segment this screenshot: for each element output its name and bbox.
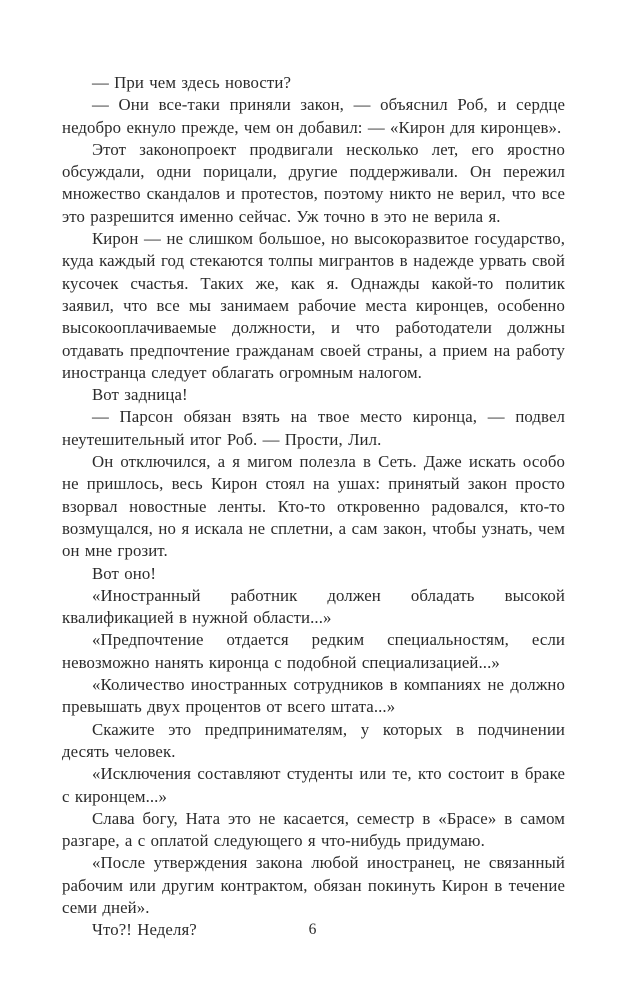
paragraph: «Исключения составляют студенты или те, кто состоит в браке с киронцем...» [62, 764, 565, 806]
paragraph: Он отключился, а я мигом полезла в Сеть. Даже искать особо не пришлось, весь Кирон стоял на ушах: принятый закон просто взорвал новостные ленты. Кто-то откровенно радовался, кто-то возмущался, но я искала не сплетни, а сам закон, чтобы узнать, чем он мне грозит. [62, 452, 565, 561]
paragraph: Скажите это предпринимателям, у которых в подчинении десять человек. [62, 719, 565, 761]
page-text [62, 72, 565, 942]
paragraph: — Парсон обязан взять на твое место киронца, — подвел неутешительный итог Роб. — Прости, Лил. [62, 407, 565, 449]
paragraph: — Они все-таки приняли закон, — объяснил Роб, и сердце недобро екнуло прежде, чем он добавил: — «Кирон для киронцев». [62, 95, 565, 137]
paragraph: «После утверждения закона любой иностранец, не связанный рабочим или другим контрактом, обязан покинуть Кирон в течение семи дней». [62, 853, 565, 917]
page-number: 6 [308, 921, 317, 938]
paragraph: «Иностранный работник должен обладать высокой квалификацией в нужной области...» [62, 585, 565, 628]
paragraph: Слава богу, Ната это не касается, семестр в «Брасе» в самом разгаре, а с оплатой следующего я что-нибудь придумаю. [62, 808, 565, 851]
paragraph: Вот задница! [92, 385, 188, 405]
paragraph: Что?! Неделя? [92, 920, 197, 940]
paragraph: «Предпочтение отдается редким специальностям, если невозможно нанять киронца с подобной специализацией...» [62, 630, 565, 672]
paragraph: «Количество иностранных сотрудников в компаниях не должно превышать двух процентов от всего штата...» [62, 675, 565, 717]
paragraph: — При чем здесь новости? [92, 73, 291, 92]
paragraph: Этот законопроект продвигали несколько лет, его яростно обсуждали, одни порицали, другие поддерживали. Он пережил множество скандалов и протестов, поэтому никто не верил, что все это разрешится именно сейчас. Уж точно в это не верила я. [62, 139, 565, 226]
paragraph: Кирон — не слишком большое, но высокоразвитое государство, куда каждый год стекаются толпы мигрантов в надежде урвать свой кусочек счастья. Таких же, как я. Однажды какой-то политик заявил, что все мы занимаем рабочие места киронцев, особенно высокооплачиваемые должности, и что работодатели должны отдавать предпочтение гражданам своей страны, а прием на работу иностранца следует облагать огромным налогом. [62, 229, 565, 382]
paragraph: Вот оно! [92, 563, 157, 583]
